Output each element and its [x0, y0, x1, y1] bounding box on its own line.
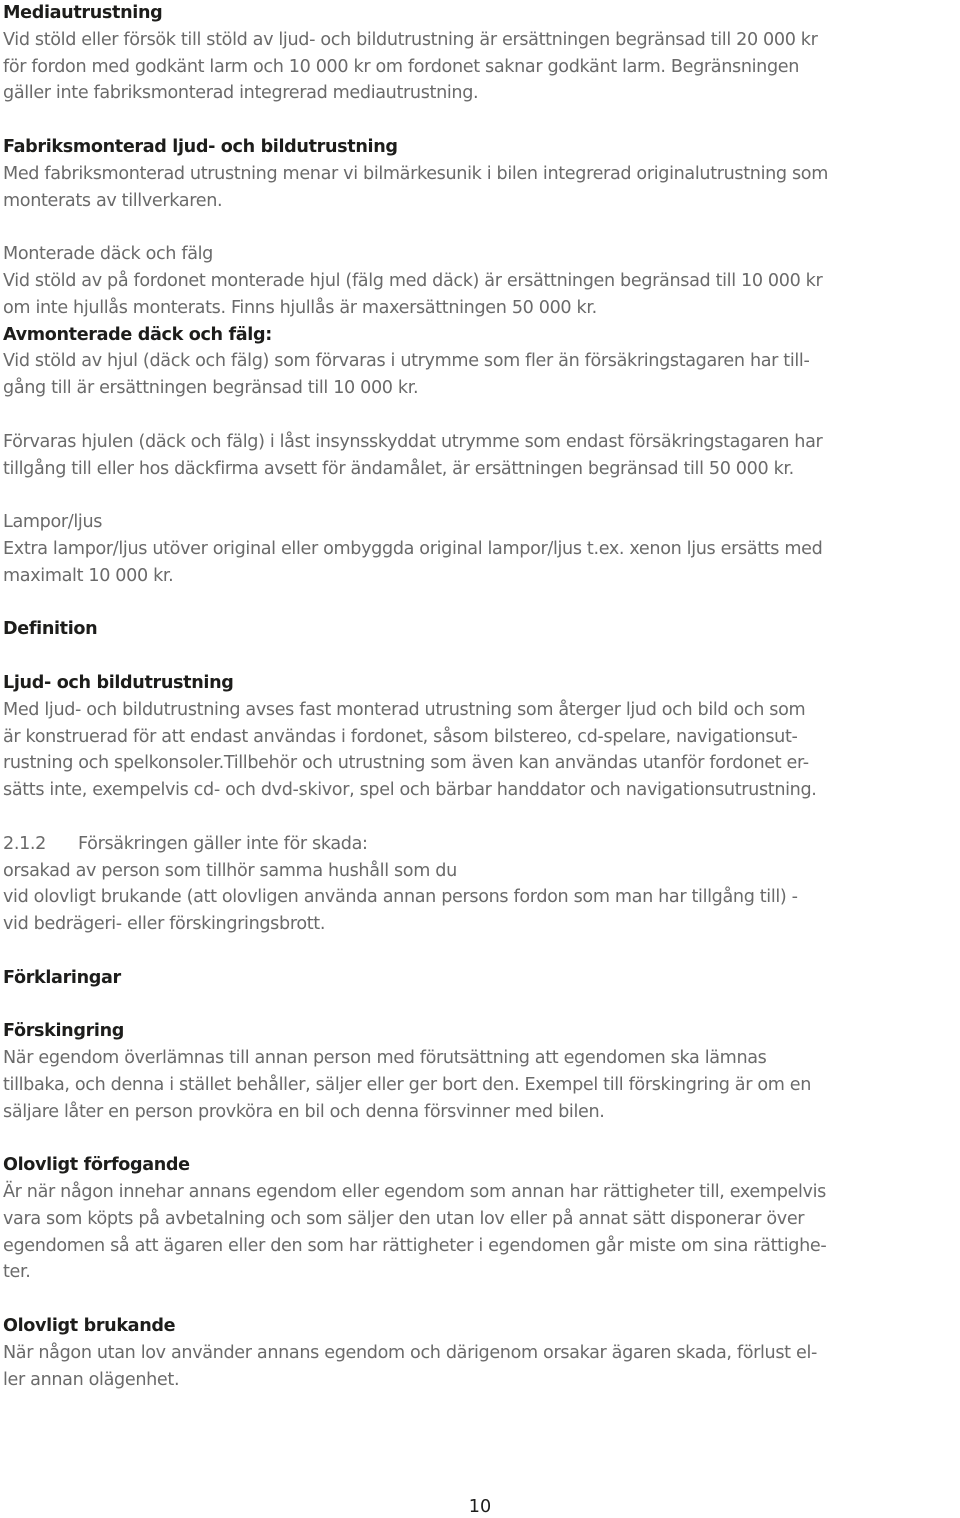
paragraph-line: är konstruerad för att endast användas i fordonet, såsom bilstereo, cd-spelare, navigationsut-: [3, 726, 798, 747]
section-mediautrustning: [3, 0, 957, 107]
section-heading: Mediautrustning: [3, 3, 163, 23]
paragraph-line: ter.: [3, 1262, 31, 1283]
paragraph-line: tillgång till eller hos däckfirma avsett för ändamålet, är ersättningen begränsad till 50 000 kr.: [3, 458, 794, 479]
section-heading: Försäkringen gäller inte för skada:: [78, 833, 368, 854]
paragraph-line: om inte hjullås monterats. Finns hjullås är maxersättningen 50 000 kr.: [3, 297, 597, 318]
section-forvaras-hjulen: [3, 429, 957, 483]
paragraph-line: gång till är ersättningen begränsad till 10 000 kr.: [3, 378, 419, 399]
section-heading: Förskingring: [3, 1021, 125, 1042]
section-heading: Olovligt förfogande: [3, 1155, 190, 1176]
paragraph-line: ler annan olägenhet.: [3, 1369, 180, 1390]
section-monterade-dack: [3, 241, 957, 321]
paragraph-line: Förvaras hjulen (däck och fälg) i låst insynsskyddat utrymme som endast försäkringstagaren har: [3, 431, 823, 452]
section-heading: Olovligt brukande: [3, 1316, 176, 1337]
paragraph-line: Extra lampor/ljus utöver original eller ombyggda original lampor/ljus t.ex. xenon ljus ersätts med: [3, 538, 823, 559]
paragraph-line: orsakad av person som tillhör samma hushåll som du: [3, 860, 457, 881]
paragraph-line: När egendom överlämnas till annan person med förutsättning att egendomen ska lämnas: [3, 1048, 767, 1069]
section-definition: [3, 616, 957, 643]
paragraph-line: Vid stöld av hjul (däck och fälg) som förvaras i utrymme som fler än försäkringstagaren har till-: [3, 351, 810, 372]
paragraph-line: vara som köpts på avbetalning och som säljer den utan lov eller på annat sätt disponerar över: [3, 1208, 805, 1229]
paragraph-line: Med fabriksmonterad utrustning menar vi bilmärkesunik i bilen integrerad originalutrustning som: [3, 163, 829, 184]
paragraph-line: sätts inte, exempelvis cd- och dvd-skivor, spel och bärbar handdator och navigationsutrustning.: [3, 780, 817, 801]
section-ljud-och-bildutrustning: [3, 670, 957, 804]
section-heading: Definition: [3, 619, 98, 640]
paragraph-line: Vid stöld eller försök till stöld av ljud- och bildutrustning är ersättningen begränsad till 20 000 kr: [3, 29, 818, 50]
paragraph-line: säljare låter en person provköra en bil och denna försvinner med bilen.: [3, 1101, 605, 1122]
paragraph-line: vid olovligt brukande (att olovligen använda annan persons fordon som man har tillgång till) -: [3, 887, 798, 908]
section-heading: Lampor/ljus: [3, 512, 103, 533]
paragraph-line: Vid stöld av på fordonet monterade hjul (fälg med däck) är ersättningen begränsad till 10 000 kr: [3, 270, 823, 291]
section-number: 2.1.2: [3, 833, 47, 854]
numbered-heading: [3, 831, 957, 858]
paragraph-line: vid bedrägeri- eller förskingringsbrott.: [3, 914, 326, 935]
paragraph-line: När någon utan lov använder annans egendom och därigenom orsakar ägaren skada, förlust el-: [3, 1342, 817, 1363]
section-fabriksmonterad: [3, 134, 957, 214]
section-avmonterade-dack: [3, 322, 957, 402]
paragraph-line: tillbaka, och denna i stället behåller, säljer eller ger bort den. Exempel till förskingring är om en: [3, 1074, 812, 1095]
section-heading: Monterade däck och fälg: [3, 244, 213, 265]
section-olovligt-forfogande: [3, 1152, 957, 1286]
paragraph-line: Med ljud- och bildutrustning avses fast monterad utrustning som återger ljud och bild och som: [3, 699, 806, 720]
section-olovligt-brukande: [3, 1313, 957, 1393]
section-heading: Ljud- och bildutrustning: [3, 672, 234, 693]
paragraph-line: maximalt 10 000 kr.: [3, 565, 174, 586]
section-forklaringar: [3, 965, 957, 992]
paragraph-line: gäller inte fabriksmonterad integrerad mediautrustning.: [3, 83, 479, 104]
section-2-1-2: [3, 831, 957, 938]
paragraph-line: rustning och spelkonsoler.Tillbehör och utrustning som även kan användas utanför fordonet er-: [3, 753, 809, 774]
paragraph-line: för fordon med godkänt larm och 10 000 kr om fordonet saknar godkänt larm. Begränsningen: [3, 56, 800, 77]
document-page: [3, 0, 957, 1393]
section-forskingring: [3, 1018, 957, 1125]
page-number: 10: [468, 1497, 492, 1517]
section-heading: Fabriksmonterad ljud- och bildutrustning: [3, 136, 398, 157]
paragraph-line: Är när någon innehar annans egendom eller egendom som annan har rättigheter till, exempelvis: [3, 1182, 826, 1203]
section-heading: Förklaringar: [3, 967, 121, 988]
section-lampor-ljus: [3, 509, 957, 589]
paragraph-line: monterats av tillverkaren.: [3, 190, 223, 211]
paragraph-line: egendomen så att ägaren eller den som har rättigheter i egendomen går miste om sina rättighe-: [3, 1235, 827, 1256]
section-heading: Avmonterade däck och fälg:: [3, 324, 272, 345]
